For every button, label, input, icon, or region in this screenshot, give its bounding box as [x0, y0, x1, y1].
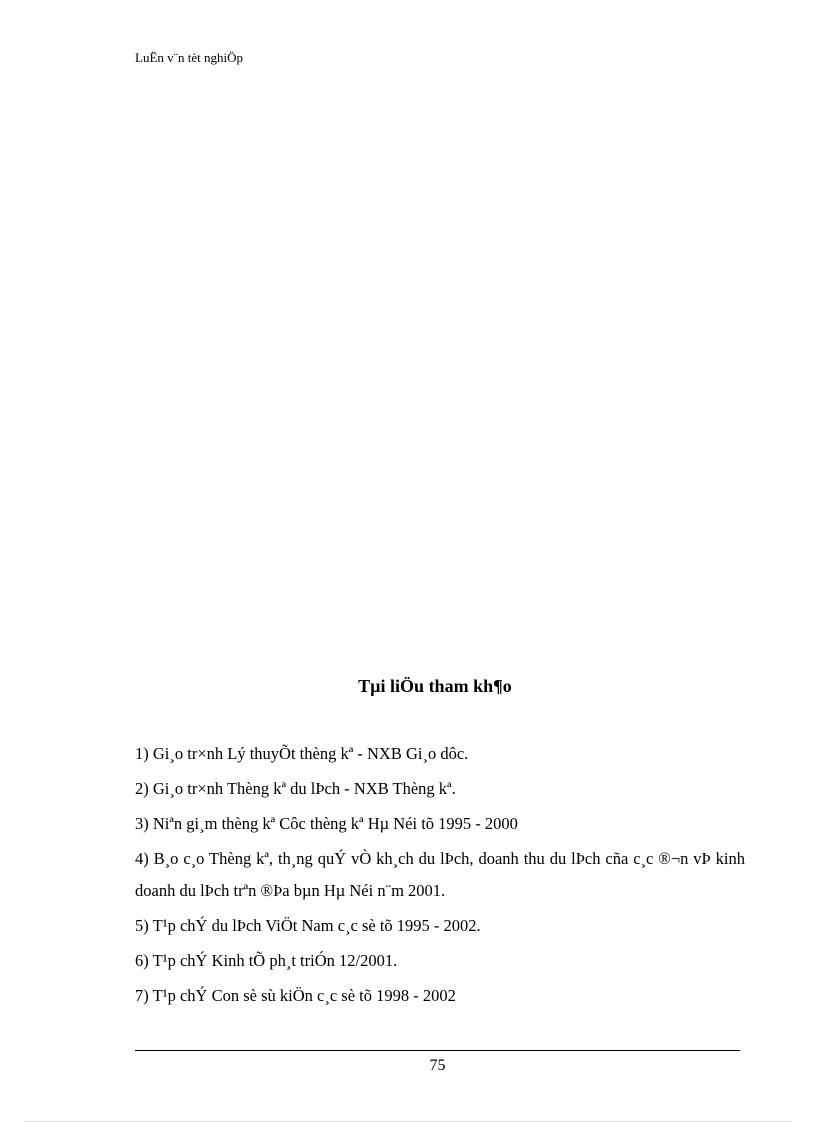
reference-text: 7) T¹p chÝ Con sè sù kiÖn c¸c sè tõ 1998 - 2002: [135, 986, 456, 1005]
reference-list: [135, 738, 745, 1015]
reference-text: 1) Gi¸o tr×nh Lý thuyÕt thèng kª - NXB Gi¸o dôc.: [135, 744, 469, 763]
page-bottom-edge: [25, 1121, 791, 1122]
reference-text: 6) T¹p chÝ Kinh tÕ ph¸t triÓn 12/2001.: [135, 951, 398, 970]
reference-item: [135, 843, 745, 907]
reference-text: 2) Gi¸o tr×nh Thèng kª du lÞch - NXB Thèng kª.: [135, 779, 456, 798]
reference-item: [135, 945, 745, 977]
reference-text: 3) Niªn gi¸m thèng kª Côc thèng kª Hµ Néi tõ 1995 - 2000: [135, 814, 518, 833]
reference-text: 5) T¹p chÝ du lÞch ViÖt Nam c¸c sè tõ 1995 - 2002.: [135, 916, 481, 935]
page-number: 75: [429, 1057, 446, 1074]
footer-divider: [135, 1050, 740, 1051]
reference-item: [135, 738, 745, 770]
reference-item: [135, 980, 745, 1012]
reference-item: [135, 808, 745, 840]
reference-item: [135, 773, 745, 805]
reference-text: 4) B¸o c¸o Thèng kª, th¸ng quÝ vÒ kh¸ch du lÞch, doanh thu du lÞch cña c¸c ®¬n vÞ kinh doanh du lÞch trªn ®Þa bµn Hµ Néi n¨m 2001.: [135, 849, 745, 900]
section-title: Tµi liÖu tham kh¶o: [358, 676, 512, 696]
reference-item: [135, 910, 745, 942]
running-header: LuËn v¨n tèt nghiÖp: [135, 50, 243, 65]
